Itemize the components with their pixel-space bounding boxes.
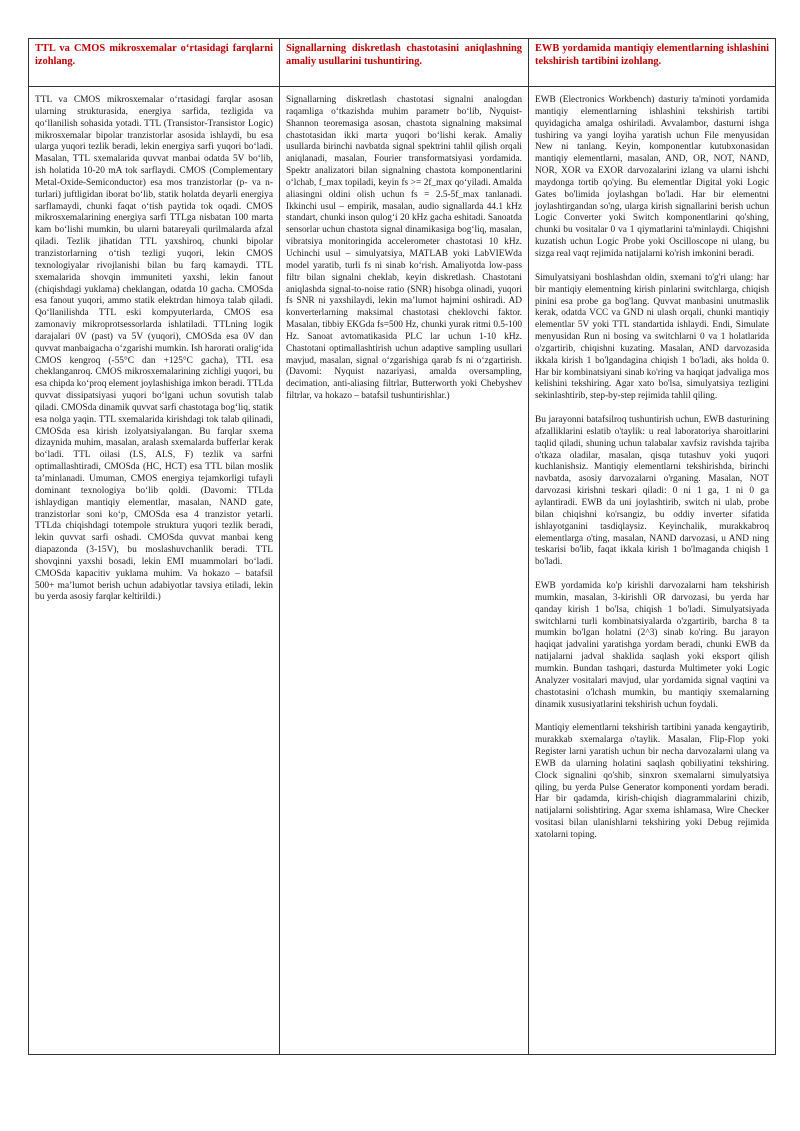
paragraph: Signallarning diskretlash chastotasi signalni analogdan raqamliga oʻtkazishda muhim parametr boʻlib, Nyquist-Shannon teoremasiga asosan, chastota signalning maksimal chastotasidan ikki marta yuqori boʻlishi kerak. Amaliy usullarda birinchi navbatda signal spektrini tahlil qilish orqali aniqlanadi, masalan, Fourier transformatsiyasi yordamida. Spektr analizatori bilan signalning chastota komponentlarini oʻlchab, f_max topiladi, keyin fs >= 2f_max qoʻyiladi. Amalda aliasingni oldini olish uchun fs = 2.5-5f_max tanlanadi. Ikkinchi usul – empirik, masalan, audio signallarda 44.1 kHz standart, chunki inson qulogʻi 20 kHz gacha eshitadi. Sanoatda sensorlar uchun chastota signal dinamikasiga bogʻliq, masalan, vibratsiya monitoringida accelerometer chastotasi 10 kHz. Uchinchi usul – simulyatsiya, MATLAB yoki LabVIEWda model yaratib, turli fs ni sinab koʻrish. Amaliyotda low-pass filtr bilan signalni cheklab, keyin diskretlash. Chastotani aniqlashda signal-to-noise ratio (SNR) hisobga olinadi, yuqori fs SNR ni yaxshilaydi, lekin maʼlumot hajmini oshiradi. AD konverterlarning maksimal chastotasi cheklovchi faktor. Masalan, tibbiy EKGda fs=500 Hz, chunki yurak ritmi 0.5-100 Hz. Sanoat avtomatikasida PLC lar uchun 1-10 kHz. Chastotani optimallashtirish uchun adaptive sampling usullari mavjud, masalan, signal oʻzgarishiga qarab fs ni oʻzgartirish. (Davomi: Nyquist nazariyasi, amalda oversampling, decimation, anti-aliasing filtrlar, Butterworth yoki Chebyshev filtrlar, va hokazo – batafsil tushuntirishlar.) xyxy=(286,95,522,402)
answer-cell-3 xyxy=(529,87,776,1055)
question-heading-ewb: EWB yordamida mantiqiy elementlarning ishlashini tekshirish tartibini izohlang. xyxy=(535,43,769,67)
answer-text-sampling xyxy=(280,87,528,403)
document-table xyxy=(28,38,776,1055)
answer-text-ewb xyxy=(529,87,775,842)
question-heading-ttl-cmos: TTL va CMOS mikrosxemalar oʻrtasidagi farqlarni izohlang. xyxy=(35,43,273,67)
heading-cell-1 xyxy=(29,39,280,87)
question-heading-sampling: Signallarning diskretlash chastotasini aniqlashning amaliy usullarini tushuntiring. xyxy=(286,43,522,67)
answer-cell-1 xyxy=(29,87,280,1055)
heading-row xyxy=(29,39,776,87)
paragraph: EWB (Electronics Workbench) dasturiy ta'minoti yordamida mantiqiy elementlarning ishlashini tekshirish tartibi quyidagicha amalga oshiriladi. Avvalambor, dasturni ishga tushiring va yangi loyiha yaratish uchun File menyusidan New ni tanlang. Keyin, komponentlar kutubxonasidan mantiqiy elementlarni, masalan, AND, OR, NOT, NAND, NOR, XOR va EXOR darvozalarini izlang va ularni ishchi maydonga tortib qo'ying. Bu elementlar Digital yoki Logic Gates bo'limida joylashgan bo'ladi. Har bir elementni joylashtirgandan so'ng, ularga kirish signallarini berish uchun Logic Converter yoki Switch komponentlarini qo'shing, chunki bu vositalar 0 va 1 qiymatlarini ta'minlaydi. Chiqishni kuzatish uchun Logic Probe yoki Oscilloscope ni ulang, bu sizga real vaqt rejimida natijalarni ko'rish imkonini beradi. xyxy=(535,95,769,259)
heading-cell-3 xyxy=(529,39,776,87)
paragraph: Mantiqiy elementlarni tekshirish tartibini yanada kengaytirib, murakkab sxemalarga o'taylik. Masalan, Flip-Flop yoki Register larni yaratish uchun bir necha darvozalarni ulang va EWB da ularning holatini saqlash qobiliyatini tekshiring. Clock signalini qo'shib, sinxron sxemalarni simulyatsiya qiling, bu yerda Pulse Generator komponenti yordam beradi. Har bir qadamda, kirish-chiqish diagrammalarini chizib, natijalarni solishtiring. Agar sxema ishlamasa, Wire Checker vositasi bilan ulanishlarni tekshiring yoki Debug rejimida xatolarni toping. xyxy=(535,723,769,840)
heading-cell-2 xyxy=(280,39,529,87)
answer-text-ttl-cmos xyxy=(29,87,279,604)
answer-cell-2 xyxy=(280,87,529,1055)
paragraph: EWB yordamida ko'p kirishli darvozalarni ham tekshirish mumkin, masalan, 3-kirishli OR darvozasi, bu yerda har qanday kirish 1 bo'lsa, chiqish 1 bo'ladi. Simulyatsiyada switchlarni turli kombinatsiyalarda o'zgartirib, barcha 8 ta mumkin bo'lgan holatni (2^3) sinab ko'ring. Bu jarayon haqiqat jadvalini yaratishga yordam beradi, chunki EWB da natijalarni jadval shaklida saqlash yoki eksport qilish mumkin. Bundan tashqari, dasturda Multimeter yoki Logic Analyzer vositalari mavjud, ular yordamida signal vaqtini va chastotasini o'lchash mumkin, bu mantiqiy sxemalarning dinamik xususiyatlarini tekshirish uchun foydali. xyxy=(535,581,769,710)
paragraph: TTL va CMOS mikrosxemalar oʻrtasidagi farqlar asosan ularning strukturasida, energiya sarfida, tezligida va qoʻllanilish sohasida yotadi. TTL (Transistor-Transistor Logic) mikrosxemalar bipolar tranzistorlar asosida ishlaydi, bu esa ularga yuqori tezlik beradi, lekin energiya sarfi yuqori boʻladi. Masalan, TTL sxemalarida quvvat manbai odatda 5V boʻlib, ish holatida 10-20 mA tok sarflaydi. CMOS (Complementary Metal-Oxide-Semiconductor) esa mos tranzistorlar (p- va n-turlari) juftligidan iborat boʻlib, statik holatda deyarli energiya sarflamaydi, chunki faqat oʻtish paytida tok oqadi. CMOS mikrosxemalarining energiya sarfi TTLga nisbatan 100 marta kam boʻlishi mumkin, bu ularni batareyali qurilmalarda afzal qiladi. Tezlik jihatidan TTL yaxshiroq, chunki bipolar tranzistorlarning oʻtish tezligi yuqori, lekin CMOS texnologiyalar rivojlanishi bilan bu farq kamaydi. TTL sxemalarida shovqin immuniteti yaxshi, lekin fanout (chiqishdagi yuklama) cheklangan, odatda 10 gacha. CMOSda esa fanout yuqori, ammo statik elektrdan himoya talab qiladi. Qoʻllanilishda TTL eski kompyuterlarda, CMOS esa zamonaviy mikroprotsessorlarda ishlatiladi. TTLning logik darajalari 0V (past) va 5V (yuqori), CMOSda esa 0V dan quvvat manbaigacha oʻzgarishi mumkin. Ish harorati oraligʻida CMOS kengroq (-55°C dan +125°C gacha), TTL esa cheklanganroq. CMOS mikrosxemalarining zichligi yuqori, bu esa chipda koʻproq element joylashishiga imkon beradi. TTLda quvvat dissipatsiyasi yuqori boʻlgani uchun sovutish talab qiladi. CMOSda dinamik quvvat sarfi chastotaga bogʻliq, statik esa nolga yaqin. TTL sxemalarida kirishdagi tok talab qilinadi, CMOSda esa kirish izolyatsiyalangan. Bu farqlar sxema dizaynida muhim, masalan, aralash sxemalarda bufferlar kerak boʻladi. TTL oilasi (LS, ALS, F) tezlik va sarfni optimallashtiradi, CMOSda (HC, HCT) esa TTL bilan moslik taʼminlanadi. Umuman, CMOS energiya tejamkorligi tufayli dominant texnologiya boʻlib qoldi. (Davomi: TTLda ishlaydigan mantiqiy elementlar, masalan, NAND gate, tranzistorlar soni koʻp, CMOSda esa 4 tranzistor yetarli. TTLda chiqishdagi totempole struktura yuqori tezlik beradi, lekin quvvat sarfi oshadi. CMOSda quvvat manbai keng diapazonda (3-15V), bu moslashuvchanlik beradi. TTL shovqinni yaxshi bosadi, lekin EMI muammolari boʻladi. CMOSda kapacitiv yuklama muhim. Va hokazo – batafsil 500+ maʼlumot berish uchun adabiyotlar tavsiya etiladi, lekin bu yerda asosiy farqlar keltirildi.) xyxy=(35,95,273,603)
paragraph: Bu jarayonni batafsilroq tushuntirish uchun, EWB dasturining afzalliklarini eslatib o'taylik: u real laboratoriya sharoitlarini taqlid qiladi, shuning uchun talabalar xavfsiz ravishda tajriba o'tkaza oladilar, masalan, qisqa tutashuv yoki yuqori kuchlanishsiz. Mantiqiy elementlarni tekshirishda, birinchi navbatda, asosiy darvozalarni o'rganing. Masalan, NOT darvozasi kirishni teskari qiladi: 0 ni 1 ga, 1 ni 0 ga aylantiradi. EWB da uni joylashtirib, switch ni ulab, probe bilan chiqishni ko'rsangiz, bu oddiy inverter sifatida ishlayotganini tasdiqlaysiz. Keyinchalik, murakkabroq elementlarga o'ting, masalan, NAND darvozasi, u AND ning teskarisi bo'lib, faqat ikkala kirish 1 bo'lmaganda chiqish 1 bo'ladi. xyxy=(535,415,769,568)
body-row xyxy=(29,87,776,1055)
paragraph: Simulyatsiyani boshlashdan oldin, sxemani to'g'ri ulang: har bir mantiqiy elementning kirish pinlarini switchlarga, chiqish pinini esa probe ga bog'lang. Quvvat manbasini unutmaslik kerak, odatda VCC va GND ni ulash orqali, chunki mantiqiy elementlar 5V yoki TTL standartida ishlaydi. Endi, Simulate menyusidan Run ni bosing va switchlarni 0 va 1 holatlarida o'zgartirib, chiqishni kuzating. Masalan, AND darvozasida ikkala kirish 1 bo'lgandagina chiqish 1 bo'ladi, aks holda 0. Har bir kombinatsiyani sinab ko'ring va haqiqat jadvaliga mos kelishini tekshiring. Agar xato bo'lsa, simulyatsiya tezligini sekinlashtirib, step-by-step rejimida tahlil qiling. xyxy=(535,272,769,402)
